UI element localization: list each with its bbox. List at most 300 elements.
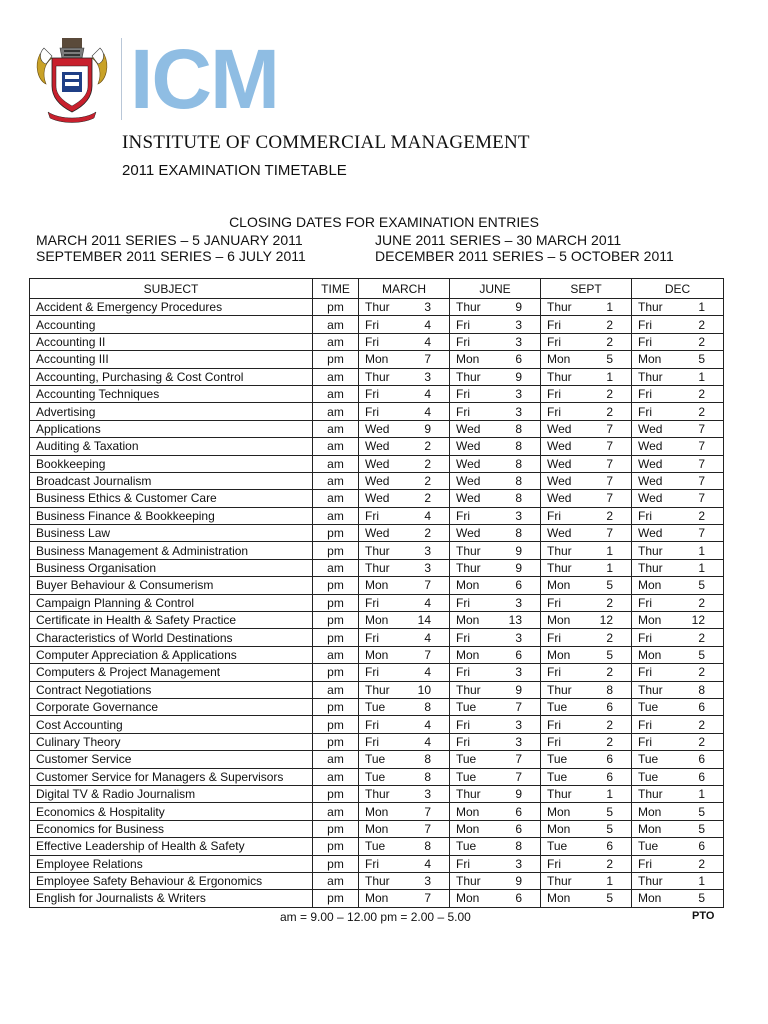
table-row [30, 768, 724, 785]
dec-date-cell [632, 751, 724, 768]
weekday: Thur [547, 300, 572, 315]
table-row [30, 594, 724, 611]
weekday: Fri [456, 734, 470, 749]
march-date-cell [359, 559, 450, 576]
day-number: 2 [698, 856, 705, 871]
june-date-cell [450, 577, 541, 594]
table-row [30, 646, 724, 663]
weekday: Wed [456, 421, 481, 436]
day-number: 13 [508, 613, 522, 628]
day-number: 7 [606, 456, 613, 471]
sept-date-cell [541, 664, 632, 681]
day-number: 2 [424, 474, 431, 489]
weekday: Mon [547, 821, 571, 836]
weekday: Wed [456, 456, 481, 471]
day-number: 4 [424, 404, 431, 419]
day-number: 3 [515, 717, 522, 732]
day-number: 2 [606, 317, 613, 332]
table-header-row [30, 279, 724, 299]
day-number: 7 [424, 804, 431, 819]
day-number: 7 [515, 752, 522, 767]
time-cell: am [313, 681, 359, 698]
sept-date-cell [541, 646, 632, 663]
june-date-cell [450, 785, 541, 802]
time-cell: pm [313, 299, 359, 316]
weekday: Fri [547, 387, 561, 402]
weekday: Tue [365, 752, 386, 767]
weekday: Mon [365, 648, 389, 662]
june-date-cell [450, 698, 541, 715]
day-number: 7 [698, 439, 705, 454]
table-row [30, 472, 724, 489]
march-date-cell [359, 664, 450, 681]
weekday: Fri [638, 630, 652, 645]
june-date-cell [450, 472, 541, 489]
day-number: 7 [606, 526, 613, 541]
weekday: Thur [456, 300, 481, 315]
day-number: 6 [606, 752, 613, 767]
march-date-cell [359, 594, 450, 611]
table-row [30, 733, 724, 750]
day-number: 3 [515, 595, 522, 610]
weekday: Mon [638, 352, 662, 367]
weekday: Mon [638, 891, 662, 906]
subject-cell: Culinary Theory [30, 733, 313, 750]
organization-name: INSTITUTE OF COMMERCIAL MANAGEMENT [122, 132, 530, 153]
sept-date-cell [541, 785, 632, 802]
table-row [30, 385, 724, 402]
weekday: Tue [547, 769, 568, 784]
time-cell: pm [313, 820, 359, 837]
day-number: 6 [606, 700, 613, 715]
day-number: 2 [698, 508, 705, 523]
march-date-cell [359, 577, 450, 594]
weekday: Fri [547, 630, 561, 645]
weekday: Fri [547, 856, 561, 871]
time-cell: am [313, 646, 359, 663]
weekday: Fri [638, 665, 652, 680]
weekday: Wed [638, 491, 663, 506]
march-date-cell [359, 646, 450, 663]
closing-december: DECEMBER 2011 SERIES – 5 OCTOBER 2011 [375, 248, 674, 264]
june-date-cell [450, 733, 541, 750]
day-number: 1 [698, 874, 705, 889]
weekday: Thur [456, 682, 481, 697]
sept-date-cell [541, 507, 632, 524]
weekday: Tue [456, 700, 477, 715]
subject-cell: Accounting Techniques [30, 385, 313, 402]
day-number: 5 [698, 352, 705, 367]
subject-cell: Business Management & Administration [30, 542, 313, 559]
weekday: Fri [456, 665, 470, 680]
weekday: Thur [365, 369, 390, 384]
day-number: 3 [515, 508, 522, 523]
sept-date-cell [541, 559, 632, 576]
weekday: Fri [456, 334, 470, 349]
weekday: Wed [547, 439, 572, 454]
weekday: Tue [456, 752, 477, 767]
march-date-cell [359, 838, 450, 855]
sept-date-cell [541, 351, 632, 368]
weekday: Fri [547, 334, 561, 349]
dec-date-cell [632, 351, 724, 368]
table-row [30, 612, 724, 629]
weekday: Mon [456, 352, 480, 367]
session-times-note: am = 9.00 – 12.00 pm = 2.00 – 5.00 [280, 910, 471, 924]
june-date-cell [450, 681, 541, 698]
time-cell: pm [313, 612, 359, 629]
day-number: 3 [424, 300, 431, 315]
weekday: Wed [638, 474, 663, 489]
day-number: 2 [698, 387, 705, 402]
time-cell: pm [313, 890, 359, 907]
march-date-cell [359, 525, 450, 542]
day-number: 7 [515, 769, 522, 784]
table-row [30, 629, 724, 646]
table-row [30, 438, 724, 455]
subject-cell: English for Journalists & Writers [30, 890, 313, 907]
day-number: 4 [424, 630, 431, 645]
march-date-cell [359, 681, 450, 698]
subject-cell: Economics & Hospitality [30, 803, 313, 820]
march-date-cell [359, 698, 450, 715]
subject-cell: Customer Service for Managers & Supervisors [30, 768, 313, 785]
march-date-cell [359, 785, 450, 802]
weekday: Tue [547, 839, 568, 854]
weekday: Tue [638, 769, 659, 784]
weekday: Mon [547, 891, 571, 906]
weekday: Fri [638, 387, 652, 402]
march-date-cell [359, 299, 450, 316]
sept-date-cell [541, 612, 632, 629]
weekday: Fri [365, 717, 379, 732]
time-cell: am [313, 403, 359, 420]
weekday: Wed [547, 491, 572, 506]
march-date-cell [359, 872, 450, 889]
dec-date-cell [632, 612, 724, 629]
day-number: 2 [606, 734, 613, 749]
june-date-cell [450, 838, 541, 855]
weekday: Wed [365, 526, 390, 541]
weekday: Wed [638, 526, 663, 541]
weekday: Thur [638, 787, 663, 802]
day-number: 3 [515, 630, 522, 645]
day-number: 1 [698, 543, 705, 558]
day-number: 8 [515, 439, 522, 454]
weekday: Mon [547, 352, 571, 367]
dec-date-cell [632, 438, 724, 455]
weekday: Fri [638, 404, 652, 419]
table-row [30, 525, 724, 542]
table-row [30, 316, 724, 333]
june-date-cell [450, 368, 541, 385]
march-date-cell [359, 733, 450, 750]
day-number: 8 [424, 752, 431, 767]
table-row [30, 698, 724, 715]
sept-date-cell [541, 420, 632, 437]
day-number: 6 [606, 769, 613, 784]
weekday: Fri [456, 630, 470, 645]
march-date-cell [359, 438, 450, 455]
dec-date-cell [632, 733, 724, 750]
day-number: 7 [698, 421, 705, 436]
weekday: Thur [638, 300, 663, 315]
table-row [30, 872, 724, 889]
dec-date-cell [632, 333, 724, 350]
timetable-body [30, 299, 724, 908]
day-number: 6 [698, 769, 705, 784]
day-number: 2 [606, 665, 613, 680]
day-number: 5 [698, 804, 705, 819]
table-row [30, 507, 724, 524]
weekday: Mon [638, 578, 662, 593]
weekday: Wed [638, 439, 663, 454]
weekday: Fri [638, 317, 652, 332]
weekday: Fri [547, 717, 561, 732]
subject-cell: Accounting II [30, 333, 313, 350]
june-date-cell [450, 420, 541, 437]
day-number: 7 [424, 821, 431, 836]
day-number: 7 [515, 700, 522, 715]
day-number: 2 [606, 856, 613, 871]
day-number: 2 [606, 595, 613, 610]
day-number: 7 [424, 352, 431, 367]
subject-cell: Business Law [30, 525, 313, 542]
weekday: Fri [638, 856, 652, 871]
weekday: Thur [456, 874, 481, 889]
weekday: Mon [365, 821, 389, 836]
weekday: Thur [547, 682, 572, 697]
weekday: Mon [456, 891, 480, 906]
weekday: Wed [638, 421, 663, 436]
document-subtitle: 2011 EXAMINATION TIMETABLE [122, 162, 347, 179]
weekday: Mon [456, 648, 480, 662]
closing-march: MARCH 2011 SERIES – 5 JANUARY 2011 [36, 232, 303, 248]
day-number: 2 [698, 595, 705, 610]
table-row [30, 420, 724, 437]
time-cell: pm [313, 838, 359, 855]
table-row [30, 455, 724, 472]
day-number: 12 [599, 613, 613, 628]
weekday: Thur [638, 543, 663, 558]
day-number: 3 [424, 543, 431, 558]
sept-date-cell [541, 316, 632, 333]
day-number: 1 [698, 787, 705, 802]
subject-cell: Campaign Planning & Control [30, 594, 313, 611]
weekday: Mon [638, 648, 662, 662]
time-cell: pm [313, 664, 359, 681]
dec-date-cell [632, 577, 724, 594]
day-number: 3 [515, 387, 522, 402]
day-number: 4 [424, 717, 431, 732]
time-cell: am [313, 420, 359, 437]
dec-date-cell [632, 872, 724, 889]
day-number: 1 [606, 787, 613, 802]
march-date-cell [359, 316, 450, 333]
time-cell: am [313, 472, 359, 489]
sept-date-cell [541, 768, 632, 785]
day-number: 9 [424, 421, 431, 436]
table-row [30, 559, 724, 576]
day-number: 2 [424, 526, 431, 541]
sept-date-cell [541, 333, 632, 350]
day-number: 7 [424, 891, 431, 906]
subject-cell: Characteristics of World Destinations [30, 629, 313, 646]
day-number: 7 [424, 578, 431, 593]
dec-date-cell [632, 785, 724, 802]
day-number: 2 [698, 665, 705, 680]
weekday: Thur [456, 787, 481, 802]
weekday: Thur [456, 561, 481, 576]
weekday: Fri [547, 404, 561, 419]
dec-date-cell [632, 559, 724, 576]
subject-cell: Broadcast Journalism [30, 472, 313, 489]
march-date-cell [359, 612, 450, 629]
header-march: MARCH [359, 279, 450, 299]
dec-date-cell [632, 507, 724, 524]
dec-date-cell [632, 890, 724, 907]
march-date-cell [359, 855, 450, 872]
day-number: 6 [515, 648, 522, 662]
dec-date-cell [632, 472, 724, 489]
weekday: Thur [547, 369, 572, 384]
day-number: 6 [515, 821, 522, 836]
march-date-cell [359, 385, 450, 402]
subject-cell: Business Finance & Bookkeeping [30, 507, 313, 524]
weekday: Thur [547, 874, 572, 889]
june-date-cell [450, 646, 541, 663]
time-cell: am [313, 455, 359, 472]
table-row [30, 681, 724, 698]
subject-cell: Bookkeeping [30, 455, 313, 472]
june-date-cell [450, 385, 541, 402]
day-number: 1 [698, 300, 705, 315]
day-number: 8 [515, 491, 522, 506]
day-number: 8 [698, 682, 705, 697]
time-cell: am [313, 507, 359, 524]
weekday: Tue [365, 839, 386, 854]
weekday: Wed [547, 526, 572, 541]
weekday: Thur [365, 874, 390, 889]
day-number: 9 [515, 787, 522, 802]
march-date-cell [359, 507, 450, 524]
time-cell: am [313, 872, 359, 889]
sept-date-cell [541, 716, 632, 733]
day-number: 2 [698, 334, 705, 349]
weekday: Fri [456, 595, 470, 610]
march-date-cell [359, 351, 450, 368]
time-cell: am [313, 333, 359, 350]
day-number: 3 [515, 856, 522, 871]
day-number: 2 [606, 387, 613, 402]
dec-date-cell [632, 420, 724, 437]
weekday: Fri [365, 665, 379, 680]
dec-date-cell [632, 716, 724, 733]
time-cell: am [313, 751, 359, 768]
dec-date-cell [632, 838, 724, 855]
weekday: Thur [365, 682, 390, 697]
time-cell: am [313, 316, 359, 333]
weekday: Tue [638, 700, 659, 715]
june-date-cell [450, 890, 541, 907]
day-number: 7 [606, 421, 613, 436]
time-cell: pm [313, 733, 359, 750]
day-number: 7 [606, 439, 613, 454]
dec-date-cell [632, 385, 724, 402]
weekday: Mon [456, 804, 480, 819]
day-number: 6 [515, 804, 522, 819]
subject-cell: Computer Appreciation & Applications [30, 646, 313, 663]
time-cell: am [313, 385, 359, 402]
day-number: 7 [698, 526, 705, 541]
sept-date-cell [541, 368, 632, 385]
sept-date-cell [541, 855, 632, 872]
day-number: 2 [606, 404, 613, 419]
weekday: Tue [456, 769, 477, 784]
march-date-cell [359, 751, 450, 768]
day-number: 3 [515, 665, 522, 680]
weekday: Fri [638, 595, 652, 610]
day-number: 7 [698, 474, 705, 489]
june-date-cell [450, 542, 541, 559]
june-date-cell [450, 612, 541, 629]
weekday: Wed [547, 474, 572, 489]
day-number: 8 [606, 682, 613, 697]
day-number: 2 [606, 508, 613, 523]
day-number: 6 [698, 752, 705, 767]
subject-cell: Applications [30, 420, 313, 437]
day-number: 7 [424, 648, 431, 662]
table-row [30, 333, 724, 350]
june-date-cell [450, 751, 541, 768]
closing-dates-heading: CLOSING DATES FOR EXAMINATION ENTRIES [229, 214, 539, 230]
day-number: 6 [606, 839, 613, 854]
day-number: 9 [515, 561, 522, 576]
march-date-cell [359, 472, 450, 489]
sept-date-cell [541, 594, 632, 611]
weekday: Mon [547, 648, 571, 662]
weekday: Mon [547, 578, 571, 593]
sept-date-cell [541, 577, 632, 594]
sept-date-cell [541, 890, 632, 907]
weekday: Fri [365, 508, 379, 523]
weekday: Thur [547, 787, 572, 802]
weekday: Wed [456, 474, 481, 489]
day-number: 2 [424, 439, 431, 454]
day-number: 4 [424, 334, 431, 349]
weekday: Mon [365, 578, 389, 593]
table-row [30, 838, 724, 855]
june-date-cell [450, 490, 541, 507]
weekday: Thur [638, 874, 663, 889]
weekday: Mon [456, 613, 480, 628]
subject-cell: Digital TV & Radio Journalism [30, 785, 313, 802]
weekday: Mon [365, 613, 389, 628]
weekday: Fri [365, 630, 379, 645]
weekday: Mon [365, 891, 389, 906]
dec-date-cell [632, 490, 724, 507]
day-number: 9 [515, 300, 522, 315]
weekday: Fri [365, 387, 379, 402]
june-date-cell [450, 559, 541, 576]
dec-date-cell [632, 646, 724, 663]
june-date-cell [450, 664, 541, 681]
weekday: Fri [365, 595, 379, 610]
day-number: 3 [424, 369, 431, 384]
weekday: Fri [547, 595, 561, 610]
sept-date-cell [541, 525, 632, 542]
day-number: 4 [424, 856, 431, 871]
